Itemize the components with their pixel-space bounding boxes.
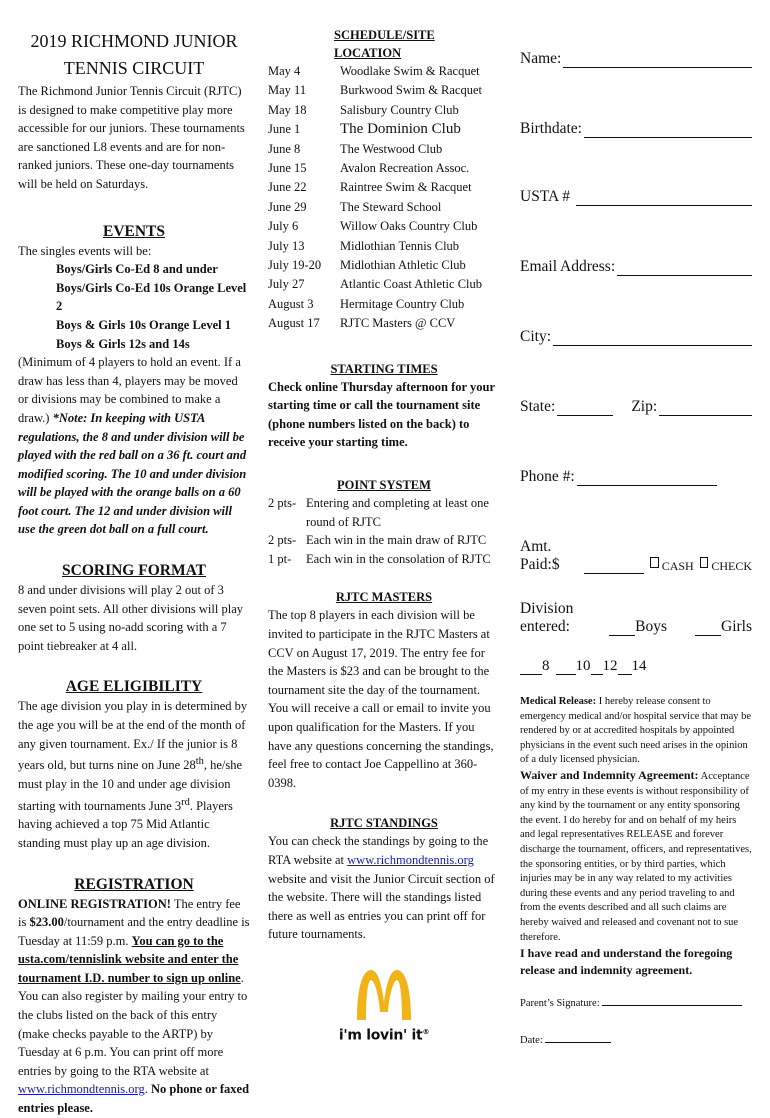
schedule-date: July 13: [268, 238, 305, 253]
standings-heading: RJTC STANDINGS: [330, 816, 438, 831]
birthdate-label: Birthdate:: [520, 120, 582, 137]
standings-text-2: website and visit the Junior Circuit section of the website. There will the standings listed there as well as entries you can print off for future tournaments.: [268, 871, 495, 942]
age-text-3: . Players having achieved a top 75 Mid Atlantic standing must play up an age division.: [18, 798, 233, 850]
schedule-date: May 4: [268, 64, 301, 78]
medical-text: I hereby release consent to emergency medical and/or hospital service that may be rendered by or at accredited hospitals by appointed physicians in the event such need arises in the opinion of a duly licensed physician.: [520, 696, 752, 766]
schedule-date: June 22: [268, 180, 307, 195]
schedule-row: [268, 275, 500, 294]
mcdonalds-logo: [268, 968, 500, 1044]
age-option-8: 8: [542, 658, 550, 674]
schedule-row: [268, 217, 500, 236]
age-option-14: 14: [631, 658, 647, 674]
schedule-date: August 3: [268, 296, 314, 311]
standings-text: [268, 832, 500, 944]
schedule-row: [268, 62, 500, 81]
schedule-date: June 1: [268, 122, 301, 137]
cash-checkbox[interactable]: [650, 557, 659, 568]
schedule-date: June 8: [268, 141, 301, 156]
girls-input-line[interactable]: [695, 620, 721, 636]
reg-bold-2: $23.00: [29, 915, 64, 930]
check-checkbox[interactable]: [700, 557, 709, 568]
division-label: Division entered:: [520, 600, 574, 635]
age-option-10: 10: [575, 658, 591, 674]
amount-paid-field: [520, 538, 752, 574]
column-entry-form: [520, 0, 752, 1048]
boys-label: Boys: [635, 618, 667, 635]
birthdate-input-line[interactable]: [584, 122, 752, 138]
email-label: Email Address:: [520, 258, 616, 275]
schedule-date: August 17: [268, 316, 320, 331]
schedule-site: Avalon Recreation Assoc.: [340, 161, 470, 176]
schedule-date: May 18: [268, 102, 307, 117]
name-label: Name:: [520, 50, 562, 67]
birthdate-field[interactable]: [520, 120, 752, 138]
check-label: CHECK: [711, 559, 752, 573]
point-value: 1 pt-: [268, 551, 292, 566]
age-sup-1: th: [195, 756, 204, 768]
event-item: Boys & Girls 10s Orange Level 1: [56, 317, 231, 332]
agreement-statement: I have read and understand the foregoing release and indemnity agreement.: [520, 946, 733, 978]
amount-label: Amt. Paid:$: [520, 538, 560, 573]
schedule-row: [268, 140, 500, 159]
schedule-date: June 15: [268, 161, 307, 176]
reg-text-2: /tournament and the entry deadline is Tuesday at 11:59 p.m.: [18, 915, 250, 948]
age-division-options: [520, 658, 752, 675]
age-text-1: The age division you play in is determined by the age you will be at the end of the month of any given tournament. Ex./ If the junior is 8 years old, but turns nine on June 28: [18, 699, 248, 773]
reg-bold-end: No phone or faxed entries please.: [18, 1082, 250, 1116]
registered-mark: ®: [422, 1027, 430, 1036]
reg-bold-underlined: You can go to the usta.com/tennislink website and enter the tournament I.D. number to sign up online: [18, 933, 241, 985]
schedule-site: Midlothian Tennis Club: [340, 238, 460, 253]
schedule-row: [268, 198, 500, 217]
registration-heading: REGISTRATION: [74, 875, 194, 893]
signature-label: Parent’s Signature:: [520, 998, 600, 1010]
medical-release: [520, 695, 752, 768]
logo-slogan-text: i'm lovin' it: [338, 1027, 423, 1044]
age-heading: AGE ELIGIBILITY: [65, 678, 203, 696]
reg-bold-1: ONLINE REGISTRATION!: [18, 896, 171, 911]
schedule-site: The Dominion Club: [340, 121, 461, 138]
phone-label: Phone #:: [520, 468, 575, 485]
email-input-line[interactable]: [617, 260, 752, 276]
schedule-date: May 11: [268, 83, 307, 98]
standings-text-1: You can check the standings by going to the RTA website at: [268, 834, 489, 867]
waiver-agreement: [520, 768, 752, 945]
schedule-site: The Steward School: [340, 199, 442, 214]
scoring-text: 8 and under divisions will play 2 out of 3 seven point sets. All other divisions will play one set to 5 using no-add scoring with a 7 point tiebreaker at 4 all.: [18, 583, 243, 653]
phone-field[interactable]: [520, 468, 752, 486]
schedule-site: Burkwood Swim & Racquet: [340, 83, 483, 98]
registration-text: [18, 895, 250, 1118]
name-field[interactable]: [520, 50, 752, 68]
events-note-italic: *Note: In keeping with USTA regulations, the 8 and under division will be played with the red ball on a 36 ft. court and modified scoring. The 10 and under division will be played with the orange balls on a 60 foot court. The 12 and under division will use the green dot ball on a full court.: [18, 410, 247, 537]
date-field[interactable]: [520, 1032, 752, 1049]
age-sup-2: rd: [181, 796, 190, 808]
richmondtennis-link[interactable]: www.richmondtennis.org: [18, 1082, 145, 1097]
signature-field[interactable]: [520, 995, 752, 1012]
age-text-2: , he/she must play in the 10 and under age division starting with tournaments June 3: [18, 758, 243, 813]
scoring-heading: SCORING FORMAT: [62, 562, 206, 580]
schedule-row: [268, 314, 500, 333]
date-label: Date:: [520, 1034, 543, 1046]
age-10-line[interactable]: [556, 659, 576, 675]
state-zip-field: [520, 398, 752, 416]
masters-heading: RJTC MASTERS: [335, 590, 433, 605]
schedule-row: [268, 101, 500, 120]
point-desc: Each win in the main draw of RJTC: [306, 533, 487, 548]
usta-input-line[interactable]: [576, 190, 752, 206]
zip-input-line[interactable]: [659, 400, 752, 416]
events-note: [18, 353, 250, 539]
amount-input-line[interactable]: [584, 558, 644, 574]
page-title: [18, 28, 250, 82]
cash-label: CASH: [661, 559, 694, 573]
intro-paragraph: The Richmond Junior Tennis Circuit (RJTC) is designed to make competitive play more accessible for our juniors. These tournaments are sanctioned L8 events and are for non-ranked juniors. These one-day tournaments will be held on Saturdays.: [18, 84, 245, 191]
city-input-line[interactable]: [553, 330, 752, 346]
column-info: [18, 0, 250, 1118]
name-input-line[interactable]: [563, 52, 752, 68]
event-item: Boys & Girls 12s and 14s: [56, 336, 190, 351]
starting-times-heading: STARTING TIMES: [330, 361, 438, 376]
email-field[interactable]: [520, 258, 752, 276]
schedule-date: July 19-20: [268, 258, 322, 273]
division-field: [520, 600, 752, 636]
reg-text-3: . You can also register by mailing your entry to the clubs listed on the back of this entry (make checks payable to the ARTP) by Tuesday at 6 p.m. You can print off more entries by going to the RTA website at: [18, 970, 248, 1078]
schedule-site: Hermitage Country Club: [340, 296, 465, 311]
schedule-date: July 6: [268, 219, 299, 234]
reg-text-4: .: [144, 1082, 151, 1097]
boys-input-line[interactable]: [609, 620, 635, 636]
schedule-site: Midlothian Athletic Club: [340, 258, 466, 273]
signature-input-line[interactable]: [602, 995, 742, 1006]
city-label: City:: [520, 328, 552, 345]
schedule-site: Woodlake Swim & Racquet: [340, 64, 480, 78]
schedule-row: [268, 81, 500, 100]
title-line-2: TENNIS CIRCUIT: [63, 58, 205, 78]
starting-times-text: Check online Thursday afternoon for your starting time or call the tournament site (phone numbers listed on the back) to receive your starting time.: [268, 379, 495, 450]
schedule-list: [268, 62, 500, 334]
schedule-row: [268, 178, 500, 197]
schedule-site: Atlantic Coast Athletic Club: [340, 277, 482, 292]
column-schedule: [268, 0, 500, 1044]
waiver-heading: Waiver and Indemnity Agreement:: [520, 767, 699, 782]
state-label: State:: [520, 398, 556, 415]
age-text: [18, 697, 250, 852]
schedule-site: Raintree Swim & Racquet: [340, 180, 472, 195]
point-row: [268, 494, 500, 531]
reg-text-1: The entry fee is: [18, 896, 241, 930]
schedule-site: RJTC Masters @ CCV: [340, 316, 456, 331]
schedule-row: [268, 237, 500, 256]
events-note-plain: (Minimum of 4 players to hold an event. If a draw has less than 4, players may be moved or divisions may be combined to make a draw.): [18, 355, 241, 425]
point-desc: Entering and completing at least one round of RJTC: [306, 496, 489, 529]
schedule-row: [268, 295, 500, 314]
schedule-site: Salisbury Country Club: [340, 102, 459, 117]
schedule-row: [268, 256, 500, 275]
age-8-line[interactable]: [520, 659, 542, 675]
phone-input-line[interactable]: [577, 470, 717, 486]
event-item: Boys/Girls Co-Ed 8 and under: [56, 262, 218, 277]
girls-label: Girls: [721, 618, 752, 635]
logo-slogan: [268, 1024, 500, 1044]
age-option-12: 12: [602, 658, 618, 674]
events-intro: The singles events will be:: [18, 243, 152, 258]
usta-field[interactable]: [520, 188, 752, 206]
age-14-line[interactable]: [618, 659, 632, 675]
schedule-row: [268, 120, 500, 139]
point-row: [268, 531, 500, 550]
point-system-heading: POINT SYSTEM: [337, 478, 431, 493]
golden-arches-icon: [353, 968, 415, 1020]
medical-heading: Medical Release:: [520, 696, 597, 707]
usta-label: USTA #: [520, 188, 571, 205]
title-line-1: 2019 RICHMOND JUNIOR: [30, 31, 238, 51]
point-value: 2 pts-: [268, 496, 297, 511]
schedule-row: [268, 159, 500, 178]
date-input-line[interactable]: [545, 1032, 611, 1043]
age-12-line[interactable]: [591, 659, 603, 675]
waiver-text: Acceptance of my entry in these events is without responsibility of any kind by the tournament or any entity sponsoring the event. I do hereby for and on behalf of my heirs and legal representatives RELEASE and forever discharge the tournament, officers, and representatives, the sponsoring entities, or by third parties, which injuries may be in any way related to my activities during these events and any period traveling to and from the events described and all such claims are hereby waived and released and covenant not to sue therefore.: [520, 770, 752, 943]
schedule-date: June 29: [268, 199, 307, 214]
schedule-site: The Westwood Club: [340, 141, 443, 156]
schedule-date: July 27: [268, 277, 305, 292]
point-desc: Each win in the consolation of RJTC: [306, 551, 491, 566]
schedule-site: Willow Oaks Country Club: [340, 219, 478, 234]
events-heading: EVENTS: [102, 222, 166, 240]
schedule-heading: SCHEDULE/SITE LOCATION: [334, 28, 435, 60]
state-input-line[interactable]: [557, 400, 613, 416]
standings-link[interactable]: www.richmondtennis.org: [347, 852, 474, 867]
city-field[interactable]: [520, 328, 752, 346]
event-item: Boys/Girls Co-Ed 10s Orange Level 2: [56, 280, 247, 314]
masters-text: The top 8 players in each division will be invited to participate in the RJTC Masters at CCV on August 17, 2019. The entry fee for the Masters is $23 and can be brought to the tournament site the day of the tournament. You will receive a call or email to invite you upon qualification for the Masters. If you have any questions concerning the standings, feel free to contact Joe Cappellino at 360-0398.: [268, 608, 494, 790]
point-value: 2 pts-: [268, 533, 297, 548]
zip-label: Zip:: [631, 398, 658, 415]
point-row: [268, 550, 500, 569]
